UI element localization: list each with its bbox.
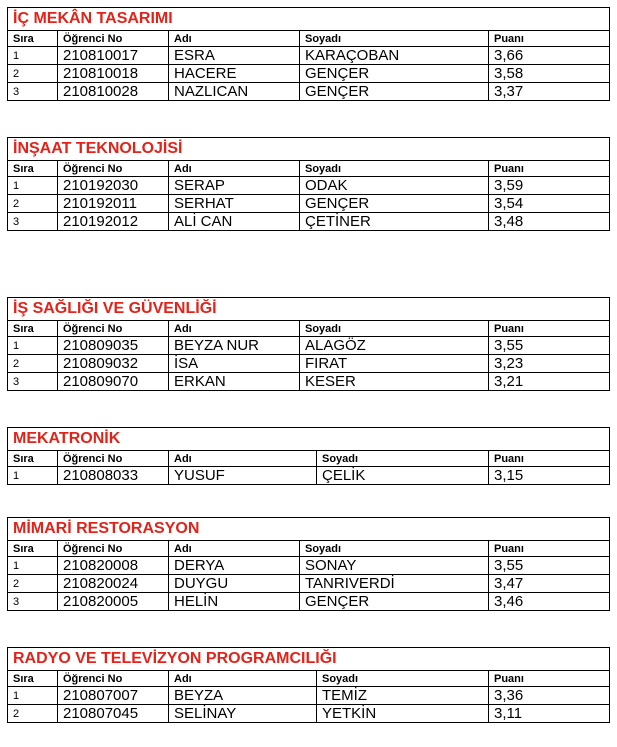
table-cell: 3,59 (489, 177, 610, 195)
table-cell: 1 (8, 467, 58, 485)
table-cell: HELİN (169, 593, 300, 611)
table-cell: NAZLICAN (169, 83, 300, 101)
table-row (8, 467, 610, 485)
table-cell: KESER (300, 373, 489, 391)
table-cell: 3 (8, 593, 58, 611)
table-cell: 1 (8, 557, 58, 575)
table-cell: 3,54 (489, 195, 610, 213)
table-cell: 3,36 (489, 687, 610, 705)
table-cell: YETKİN (317, 705, 489, 723)
table-cell: BEYZA NUR (169, 337, 300, 355)
column-header: Sıra (8, 671, 58, 687)
results-table (7, 137, 610, 231)
table-cell: ÇELİK (317, 467, 489, 485)
table-cell: HACERE (169, 65, 300, 83)
table-cell: 2 (8, 195, 58, 213)
table-cell: TANRIVERDİ (300, 575, 489, 593)
column-header: Öğrenci No (58, 321, 169, 337)
table-cell: 210809070 (58, 373, 169, 391)
table-cell: GENÇER (300, 195, 489, 213)
column-header: Puanı (489, 451, 610, 467)
table-cell: 2 (8, 65, 58, 83)
table-header-row (8, 161, 610, 177)
table-row (8, 213, 610, 231)
results-table (7, 517, 610, 611)
table-cell: SONAY (300, 557, 489, 575)
table-cell: DUYGU (169, 575, 300, 593)
table-cell: 2 (8, 705, 58, 723)
table-cell: 210809032 (58, 355, 169, 373)
column-header: Soyadı (300, 31, 489, 47)
column-header: Puanı (489, 541, 610, 557)
column-header: Adı (169, 31, 300, 47)
table-row (8, 177, 610, 195)
department-section (7, 517, 609, 611)
column-header: Adı (169, 541, 300, 557)
results-table (7, 647, 610, 723)
column-header: Adı (169, 161, 300, 177)
table-row (8, 355, 610, 373)
table-cell: 3,58 (489, 65, 610, 83)
table-cell: 210820008 (58, 557, 169, 575)
table-cell: TEMİZ (317, 687, 489, 705)
table-cell: 3,48 (489, 213, 610, 231)
section-title: MEKATRONİK (8, 428, 610, 451)
table-header-row (8, 321, 610, 337)
column-header: Puanı (489, 31, 610, 47)
column-header: Soyadı (300, 541, 489, 557)
results-table (7, 427, 610, 485)
table-row (8, 575, 610, 593)
table-cell: GENÇER (300, 83, 489, 101)
column-header: Puanı (489, 671, 610, 687)
column-header: Soyadı (317, 451, 489, 467)
table-row (8, 47, 610, 65)
column-header: Sıra (8, 541, 58, 557)
department-section (7, 137, 609, 231)
table-header-row (8, 541, 610, 557)
table-cell: ALİ CAN (169, 213, 300, 231)
table-cell: 210809035 (58, 337, 169, 355)
table-cell: 3,21 (489, 373, 610, 391)
column-header: Adı (169, 451, 317, 467)
section-title: İŞ SAĞLIĞI VE GÜVENLİĞİ (8, 298, 610, 321)
table-row (8, 593, 610, 611)
table-cell: 1 (8, 337, 58, 355)
table-cell: 3 (8, 83, 58, 101)
column-header: Puanı (489, 321, 610, 337)
table-cell: 210810017 (58, 47, 169, 65)
table-header-row (8, 31, 610, 47)
column-header: Öğrenci No (58, 671, 169, 687)
table-cell: 210820005 (58, 593, 169, 611)
column-header: Öğrenci No (58, 451, 169, 467)
table-row (8, 337, 610, 355)
table-cell: 210807007 (58, 687, 169, 705)
table-row (8, 373, 610, 391)
table-cell: GENÇER (300, 593, 489, 611)
column-header: Adı (169, 321, 300, 337)
table-cell: YUSUF (169, 467, 317, 485)
table-cell: 3,15 (489, 467, 610, 485)
table-row (8, 687, 610, 705)
table-cell: 2 (8, 575, 58, 593)
table-cell: 3,55 (489, 337, 610, 355)
table-cell: İSA (169, 355, 300, 373)
table-cell: 1 (8, 177, 58, 195)
table-cell: 210810018 (58, 65, 169, 83)
department-section (7, 427, 609, 485)
table-cell: 3,66 (489, 47, 610, 65)
table-row (8, 557, 610, 575)
table-cell: 3,37 (489, 83, 610, 101)
table-cell: 1 (8, 47, 58, 65)
column-header: Adı (169, 671, 317, 687)
section-title: MİMARİ RESTORASYON (8, 518, 610, 541)
table-cell: 3,11 (489, 705, 610, 723)
column-header: Öğrenci No (58, 161, 169, 177)
table-cell: ÇETİNER (300, 213, 489, 231)
column-header: Sıra (8, 321, 58, 337)
table-cell: 210810028 (58, 83, 169, 101)
table-cell: 3,46 (489, 593, 610, 611)
column-header: Sıra (8, 451, 58, 467)
table-cell: ODAK (300, 177, 489, 195)
column-header: Sıra (8, 31, 58, 47)
table-cell: 210808033 (58, 467, 169, 485)
table-row (8, 705, 610, 723)
column-header: Puanı (489, 161, 610, 177)
table-cell: GENÇER (300, 65, 489, 83)
table-cell: KARAÇOBAN (300, 47, 489, 65)
table-cell: 210807045 (58, 705, 169, 723)
table-cell: DERYA (169, 557, 300, 575)
column-header: Soyadı (300, 321, 489, 337)
column-header: Öğrenci No (58, 31, 169, 47)
department-section (7, 297, 609, 391)
column-header: Soyadı (317, 671, 489, 687)
table-cell: SERHAT (169, 195, 300, 213)
section-title: İÇ MEKÂN TASARIMI (8, 8, 610, 31)
table-cell: BEYZA (169, 687, 317, 705)
table-cell: ALAGÖZ (300, 337, 489, 355)
table-cell: 210192030 (58, 177, 169, 195)
table-header-row (8, 451, 610, 467)
department-section (7, 7, 609, 101)
section-title: RADYO VE TELEVİZYON PROGRAMCILIĞI (8, 648, 610, 671)
table-cell: ESRA (169, 47, 300, 65)
column-header: Soyadı (300, 161, 489, 177)
table-row (8, 83, 610, 101)
table-cell: 2 (8, 355, 58, 373)
table-cell: 3 (8, 373, 58, 391)
table-cell: 3,55 (489, 557, 610, 575)
table-cell: 210820024 (58, 575, 169, 593)
table-cell: 3,23 (489, 355, 610, 373)
table-cell: FIRAT (300, 355, 489, 373)
table-row (8, 65, 610, 83)
column-header: Sıra (8, 161, 58, 177)
table-cell: 3 (8, 213, 58, 231)
table-cell: ERKAN (169, 373, 300, 391)
table-cell: 3,47 (489, 575, 610, 593)
table-cell: 210192012 (58, 213, 169, 231)
results-table (7, 297, 610, 391)
column-header: Öğrenci No (58, 541, 169, 557)
table-cell: 1 (8, 687, 58, 705)
table-header-row (8, 671, 610, 687)
section-title: İNŞAAT TEKNOLOJİSİ (8, 138, 610, 161)
table-cell: SERAP (169, 177, 300, 195)
table-cell: 210192011 (58, 195, 169, 213)
results-table (7, 7, 610, 101)
table-row (8, 195, 610, 213)
table-cell: SELİNAY (169, 705, 317, 723)
department-section (7, 647, 609, 723)
